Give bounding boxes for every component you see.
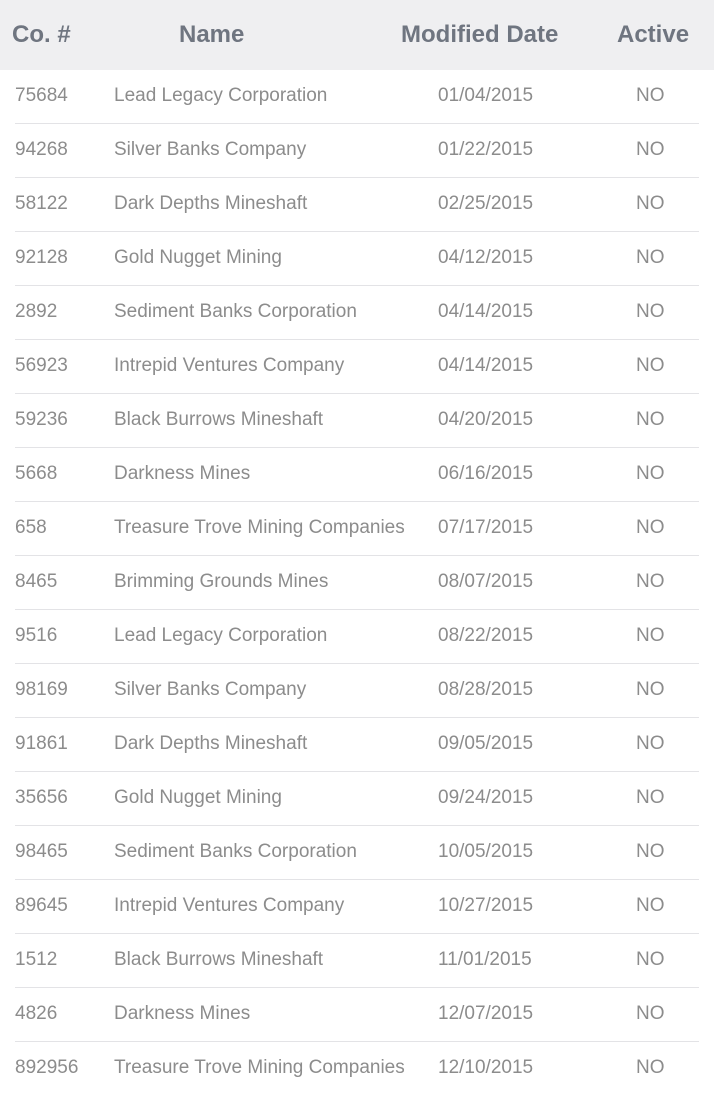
table-row[interactable] bbox=[0, 610, 714, 664]
active-status-cell: NO bbox=[636, 679, 665, 700]
active-status-cell: NO bbox=[636, 463, 665, 484]
column-header-company-number[interactable]: Co. # bbox=[12, 21, 71, 48]
table-row[interactable] bbox=[0, 772, 714, 826]
company-name-cell: Gold Nugget Mining bbox=[114, 787, 282, 808]
modified-date-cell: 07/17/2015 bbox=[438, 517, 534, 538]
company-name-cell: Brimming Grounds Mines bbox=[114, 571, 329, 592]
modified-date-cell: 09/05/2015 bbox=[438, 733, 534, 754]
active-status-cell: NO bbox=[636, 841, 665, 862]
company-number-cell: 4826 bbox=[15, 1003, 58, 1024]
table-row[interactable] bbox=[0, 664, 714, 718]
company-number-cell: 75684 bbox=[15, 85, 68, 106]
company-name-cell: Sediment Banks Corporation bbox=[114, 841, 357, 862]
active-status-cell: NO bbox=[636, 787, 665, 808]
active-status-cell: NO bbox=[636, 517, 665, 538]
company-number-cell: 892956 bbox=[15, 1057, 79, 1078]
table-row[interactable] bbox=[0, 394, 714, 448]
column-header-modified-date[interactable]: Modified Date bbox=[401, 21, 559, 48]
modified-date-cell: 12/07/2015 bbox=[438, 1003, 534, 1024]
modified-date-cell: 01/04/2015 bbox=[438, 85, 534, 106]
company-number-cell: 98169 bbox=[15, 679, 68, 700]
modified-date-cell: 02/25/2015 bbox=[438, 193, 534, 214]
company-number-cell: 9516 bbox=[15, 625, 58, 646]
active-status-cell: NO bbox=[636, 625, 665, 646]
active-status-cell: NO bbox=[636, 733, 665, 754]
table-row[interactable] bbox=[0, 502, 714, 556]
modified-date-cell: 10/05/2015 bbox=[438, 841, 534, 862]
company-number-cell: 92128 bbox=[15, 247, 68, 268]
table-row[interactable] bbox=[0, 826, 714, 880]
company-name-cell: Black Burrows Mineshaft bbox=[114, 949, 324, 970]
company-number-cell: 2892 bbox=[15, 301, 58, 322]
modified-date-cell: 06/16/2015 bbox=[438, 463, 534, 484]
company-number-cell: 8465 bbox=[15, 571, 58, 592]
company-name-cell: Darkness Mines bbox=[114, 463, 251, 484]
company-name-cell: Silver Banks Company bbox=[114, 139, 307, 160]
company-name-cell: Intrepid Ventures Company bbox=[114, 355, 345, 376]
company-name-cell: Silver Banks Company bbox=[114, 679, 307, 700]
company-number-cell: 1512 bbox=[15, 949, 58, 970]
modified-date-cell: 04/14/2015 bbox=[438, 301, 534, 322]
company-number-cell: 56923 bbox=[15, 355, 68, 376]
table-row[interactable] bbox=[0, 232, 714, 286]
table-row[interactable] bbox=[0, 340, 714, 394]
table-row[interactable] bbox=[0, 988, 714, 1042]
company-name-cell: Lead Legacy Corporation bbox=[114, 625, 328, 646]
company-number-cell: 35656 bbox=[15, 787, 68, 808]
table-row[interactable] bbox=[0, 286, 714, 340]
active-status-cell: NO bbox=[636, 247, 665, 268]
modified-date-cell: 01/22/2015 bbox=[438, 139, 534, 160]
company-number-cell: 5668 bbox=[15, 463, 58, 484]
company-name-cell: Black Burrows Mineshaft bbox=[114, 409, 324, 430]
modified-date-cell: 12/10/2015 bbox=[438, 1057, 534, 1078]
company-name-cell: Treasure Trove Mining Companies bbox=[114, 1057, 405, 1078]
column-header-active[interactable]: Active bbox=[617, 21, 690, 48]
table-row[interactable] bbox=[0, 70, 714, 124]
modified-date-cell: 04/14/2015 bbox=[438, 355, 534, 376]
company-name-cell: Intrepid Ventures Company bbox=[114, 895, 345, 916]
modified-date-cell: 11/01/2015 bbox=[438, 949, 532, 970]
company-number-cell: 94268 bbox=[15, 139, 68, 160]
company-number-cell: 91861 bbox=[15, 733, 68, 754]
modified-date-cell: 10/27/2015 bbox=[438, 895, 534, 916]
table-row[interactable] bbox=[0, 934, 714, 988]
company-name-cell: Gold Nugget Mining bbox=[114, 247, 282, 268]
table-row[interactable] bbox=[0, 880, 714, 934]
modified-date-cell: 04/20/2015 bbox=[438, 409, 534, 430]
active-status-cell: NO bbox=[636, 949, 665, 970]
active-status-cell: NO bbox=[636, 1057, 665, 1078]
table-body bbox=[0, 70, 714, 1096]
active-status-cell: NO bbox=[636, 355, 665, 376]
company-number-cell: 89645 bbox=[15, 895, 68, 916]
active-status-cell: NO bbox=[636, 895, 665, 916]
table-row[interactable] bbox=[0, 1042, 714, 1096]
active-status-cell: NO bbox=[636, 301, 665, 322]
modified-date-cell: 09/24/2015 bbox=[438, 787, 534, 808]
company-name-cell: Lead Legacy Corporation bbox=[114, 85, 328, 106]
company-number-cell: 98465 bbox=[15, 841, 68, 862]
active-status-cell: NO bbox=[636, 193, 665, 214]
table-header bbox=[0, 0, 714, 70]
company-number-cell: 658 bbox=[15, 517, 47, 538]
table-row[interactable] bbox=[0, 556, 714, 610]
active-status-cell: NO bbox=[636, 1003, 665, 1024]
company-name-cell: Dark Depths Mineshaft bbox=[114, 733, 308, 754]
company-name-cell: Sediment Banks Corporation bbox=[114, 301, 357, 322]
table-row[interactable] bbox=[0, 718, 714, 772]
modified-date-cell: 08/22/2015 bbox=[438, 625, 534, 646]
active-status-cell: NO bbox=[636, 85, 665, 106]
company-name-cell: Darkness Mines bbox=[114, 1003, 251, 1024]
table-row[interactable] bbox=[0, 124, 714, 178]
company-name-cell: Dark Depths Mineshaft bbox=[114, 193, 308, 214]
active-status-cell: NO bbox=[636, 571, 665, 592]
modified-date-cell: 08/28/2015 bbox=[438, 679, 534, 700]
table-row[interactable] bbox=[0, 178, 714, 232]
modified-date-cell: 04/12/2015 bbox=[438, 247, 534, 268]
column-header-name[interactable]: Name bbox=[179, 21, 245, 48]
company-name-cell: Treasure Trove Mining Companies bbox=[114, 517, 405, 538]
table-row[interactable] bbox=[0, 448, 714, 502]
active-status-cell: NO bbox=[636, 409, 665, 430]
company-number-cell: 59236 bbox=[15, 409, 68, 430]
active-status-cell: NO bbox=[636, 139, 665, 160]
modified-date-cell: 08/07/2015 bbox=[438, 571, 534, 592]
company-number-cell: 58122 bbox=[15, 193, 68, 214]
